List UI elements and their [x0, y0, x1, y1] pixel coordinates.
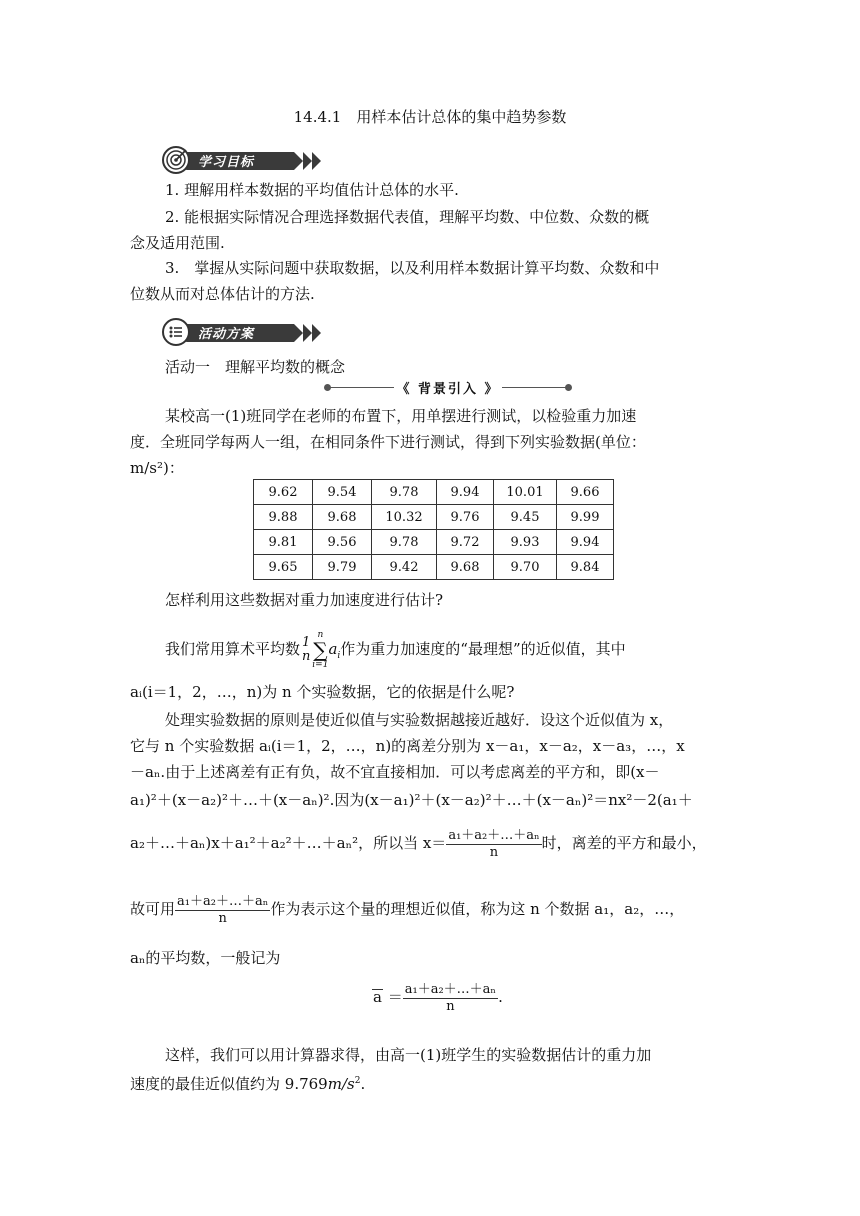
- table-row: [254, 480, 614, 505]
- process-line-2: 它与 n 个实验数据 aᵢ(i＝1，2，…，n)的离差分别为 x－a₁，x－a₂，x－a₃，…，x: [130, 737, 685, 755]
- table-cell: 10.32: [372, 505, 437, 530]
- process-line-5: a₂＋…＋aₙ)x＋a₁²＋a₂²＋…＋aₙ²，所以当 x＝ $\frac{\text{a₁＋a₂＋…＋aₙ}}{n}$ 时，离差的平方和最小，: [130, 827, 707, 860]
- table-cell: 9.42: [372, 555, 437, 580]
- basis-line: aᵢ(i＝1，2，…，n)为 n 个实验数据，它的依据是什么呢?: [130, 683, 515, 701]
- data-table: [253, 479, 614, 580]
- mean-sentence: 我们常用算术平均数 1 n n ∑ $i=1a_i$作为重力加速度的“最理想”的近似值，其中: [165, 630, 626, 670]
- mean-symbol: a: [373, 988, 382, 1006]
- goal-3-cont: 位数从而对总体估计的方法.: [130, 285, 315, 303]
- table-cell: 9.66: [557, 480, 614, 505]
- intro-line-2: 度．全班同学每两人一组，在相同条件下进行测试，得到下列实验数据(单位：: [130, 433, 646, 451]
- table-cell: 9.65: [254, 555, 313, 580]
- table-cell: 9.45: [494, 505, 557, 530]
- table-row: [254, 530, 614, 555]
- goal-2-cont: 念及适用范围.: [130, 234, 225, 252]
- table-cell: 9.62: [254, 480, 313, 505]
- intro-line-3: m/s²)：: [130, 459, 184, 477]
- process-line-7: aₙ的平均数，一般记为: [130, 949, 281, 967]
- table-cell: 9.79: [313, 555, 372, 580]
- table-cell: 9.93: [494, 530, 557, 555]
- one-over-n: 1 n: [301, 635, 311, 664]
- table-cell: 9.81: [254, 530, 313, 555]
- goal-1: 1. 理解用样本数据的平均值估计总体的水平.: [165, 181, 459, 199]
- mean-formula: a ＝ $\frac{\text{a₁＋a₂＋…＋aₙ}}{n}$ .: [373, 981, 503, 1014]
- table-row: [254, 555, 614, 580]
- learning-goals-banner: [162, 146, 322, 174]
- goal-3: 3. 掌握从实际问题中获取数据，以及利用样本数据计算平均数、众数和中: [165, 259, 660, 277]
- table-cell: 9.70: [494, 555, 557, 580]
- table-cell: 9.56: [313, 530, 372, 555]
- intro-line-1: 某校高一(1)班同学在老师的布置下，用单摆进行测试，以检验重力加速: [165, 407, 637, 425]
- conclusion-line-2: 速度的最佳近似值约为 $9.769m/s^2$.: [130, 1075, 366, 1093]
- goal-2: 2. 能根据实际情况合理选择数据代表值，理解平均数、中位数、众数的概: [165, 208, 650, 226]
- table-cell: 10.01: [494, 480, 557, 505]
- mean-fraction-3: $\frac{\text{a₁＋a₂＋…＋aₙ}}{n}$: [404, 981, 497, 1014]
- mean-fraction-1: $\frac{\text{a₁＋a₂＋…＋aₙ}}{n}$: [448, 827, 540, 860]
- section-tag: [324, 380, 572, 396]
- activity-heading: 活动一 理解平均数的概念: [165, 358, 346, 376]
- table-cell: 9.68: [313, 505, 372, 530]
- learning-goals-label: 学习目标: [198, 155, 255, 170]
- target-icon: [162, 146, 190, 174]
- sigma-sum: n ∑ i=1: [312, 630, 329, 670]
- page-title: 14.4.1 用样本估计总体的集中趋势参数: [293, 108, 567, 126]
- table-cell: 9.99: [557, 505, 614, 530]
- process-line-3: －aₙ.由于上述离差有正有负，故不宜直接相加．可以考虑离差的平方和，即(x－: [130, 763, 660, 781]
- section-tag-label: 《 背景引入 》: [396, 382, 500, 397]
- list-icon: [162, 318, 190, 346]
- table-cell: 9.76: [437, 505, 494, 530]
- table-cell: 9.68: [437, 555, 494, 580]
- process-line-1: 处理实验数据的原则是使近似值与实验数据越接近越好．设这个近似值为 x，: [165, 711, 674, 729]
- table-cell: 9.54: [313, 480, 372, 505]
- activity-plan-banner: [162, 318, 322, 346]
- conclusion-line-1: 这样，我们可以用计算器求得，由高一(1)班学生的实验数据估计的重力加: [165, 1046, 652, 1064]
- process-line-6: 故可用 $\frac{\text{a₁＋a₂＋…＋aₙ}}{n}$ 作为表示这个量的理想近似值，称为这 n 个数据 a₁，a₂，…，: [130, 893, 685, 926]
- mean-fraction-2: $\frac{\text{a₁＋a₂＋…＋aₙ}}{n}$: [177, 893, 269, 926]
- table-cell: 9.72: [437, 530, 494, 555]
- table-cell: 9.84: [557, 555, 614, 580]
- table-cell: 9.88: [254, 505, 313, 530]
- table-cell: 9.78: [372, 480, 437, 505]
- table-cell: 9.94: [437, 480, 494, 505]
- table-cell: 9.78: [372, 530, 437, 555]
- question: 怎样利用这些数据对重力加速度进行估计?: [165, 591, 444, 609]
- table-row: [254, 505, 614, 530]
- table-cell: 9.94: [557, 530, 614, 555]
- activity-plan-label: 活动方案: [198, 327, 255, 342]
- process-line-4: a₁)²＋(x－a₂)²＋…＋(x－aₙ)².因为(x－a₁)²＋(x－a₂)²＋…＋(x－aₙ)²＝nx²－2(a₁＋: [130, 791, 693, 809]
